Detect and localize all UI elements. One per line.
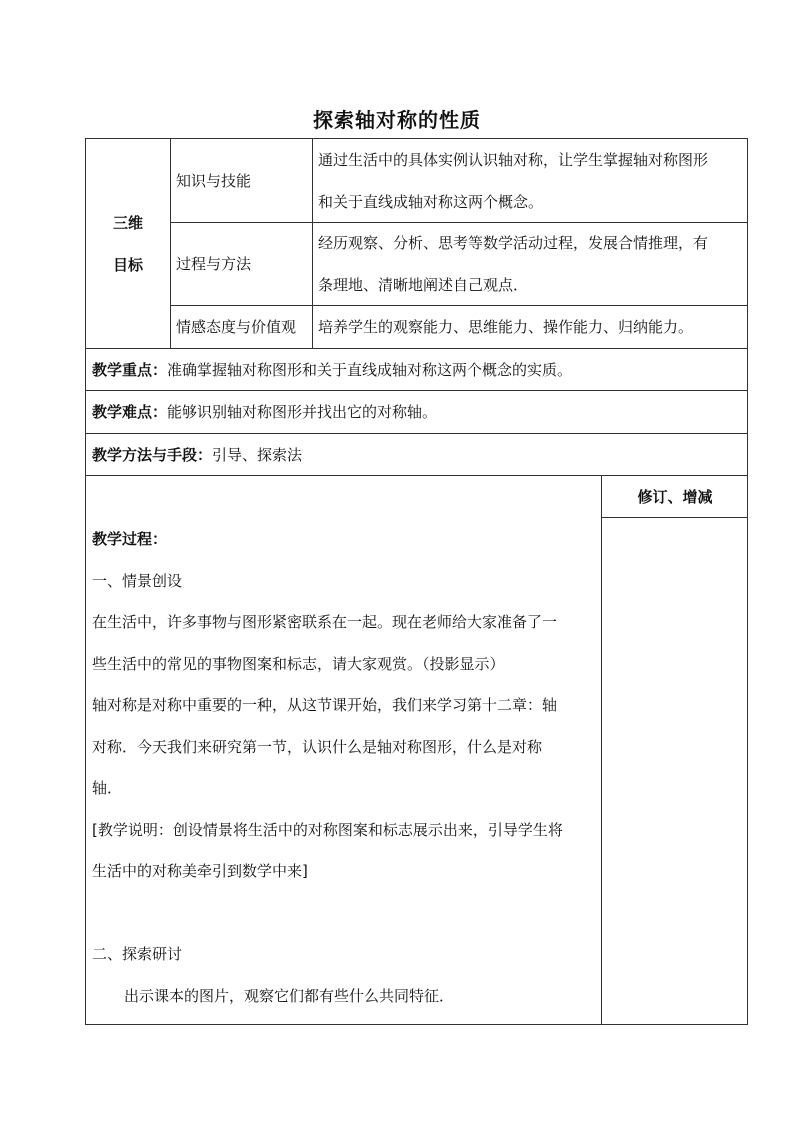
goals-label-line2: 目标 bbox=[112, 255, 143, 274]
section1-title: 一、情景创设 bbox=[92, 571, 183, 590]
goal-text-line: 通过生活中的具体实例认识轴对称，让学生掌握轴对称图形 bbox=[318, 151, 709, 169]
section2-title: 二、探索研讨 bbox=[92, 945, 183, 963]
paragraph-line: 出示课本的图片，观察它们都有些什么共同特征． bbox=[124, 986, 455, 1005]
paragraph-line: 轴． bbox=[92, 779, 123, 797]
revision-header-text: 修订、增减 bbox=[637, 487, 713, 506]
document-title: 探索轴对称的性质 bbox=[313, 108, 481, 132]
paragraph-line: 些生活中的常见的事物图案和标志，请大家观赏。（投影显示） bbox=[92, 654, 505, 673]
goal-text-line: 条理地、清晰地阐述自己观点． bbox=[318, 276, 529, 294]
process-heading: 教学过程： bbox=[92, 530, 168, 548]
method-row bbox=[92, 433, 742, 475]
goal-text-line: 经历观察、分析、思考等数学活动过程，发展合情推理，有 bbox=[318, 234, 709, 252]
goal-text-knowledge bbox=[318, 139, 748, 223]
goals-label-line1: 三维 bbox=[112, 213, 143, 232]
key-point-text: 准确掌握轴对称图形和关于直线成轴对称这两个概念的实质。 bbox=[167, 360, 573, 379]
paragraph-line: [教学说明：创设情景将生活中的对称图案和标志展示出来，引导学生将 bbox=[92, 820, 563, 839]
goal-label-process: 过程与方法 bbox=[176, 255, 252, 273]
lesson-plan-table bbox=[85, 138, 748, 1025]
goal-label-attitude: 情感态度与价值观 bbox=[176, 318, 297, 336]
difficulty-text: 能够识别轴对称图形并找出它的对称轴。 bbox=[167, 403, 438, 421]
goal-text-line: 和关于直线成轴对称这两个概念。 bbox=[318, 193, 544, 211]
key-point-label: 教学重点： bbox=[92, 360, 168, 379]
key-point-row bbox=[92, 348, 742, 390]
paragraph-line: 轴对称是对称中重要的一种，从这节课开始，我们来学习第十二章：轴 bbox=[92, 696, 558, 714]
method-text: 引导、探索法 bbox=[212, 445, 303, 464]
goals-row-label bbox=[86, 139, 170, 348]
goal-label-knowledge: 知识与技能 bbox=[176, 172, 252, 190]
blank-line bbox=[92, 893, 597, 935]
difficulty-row bbox=[92, 390, 742, 433]
difficulty-label: 教学难点： bbox=[92, 403, 168, 421]
revision-header bbox=[602, 475, 748, 517]
goal-text-process bbox=[318, 222, 748, 306]
method-label: 教学方法与手段： bbox=[92, 445, 213, 464]
goal-text-line: 培养学生的观察能力、思维能力、操作能力、归纳能力。 bbox=[318, 318, 694, 336]
paragraph-line: 生活中的对称美牵引到数学中来] bbox=[92, 862, 308, 880]
paragraph-line: 对称．今天我们来研究第一节，认识什么是轴对称图形，什么是对称 bbox=[92, 737, 543, 756]
teaching-process bbox=[92, 519, 597, 1017]
paragraph-line: 在生活中，许多事物与图形紧密联系在一起。现在老师给大家准备了一 bbox=[92, 613, 558, 631]
goal-text-attitude bbox=[318, 305, 748, 348]
